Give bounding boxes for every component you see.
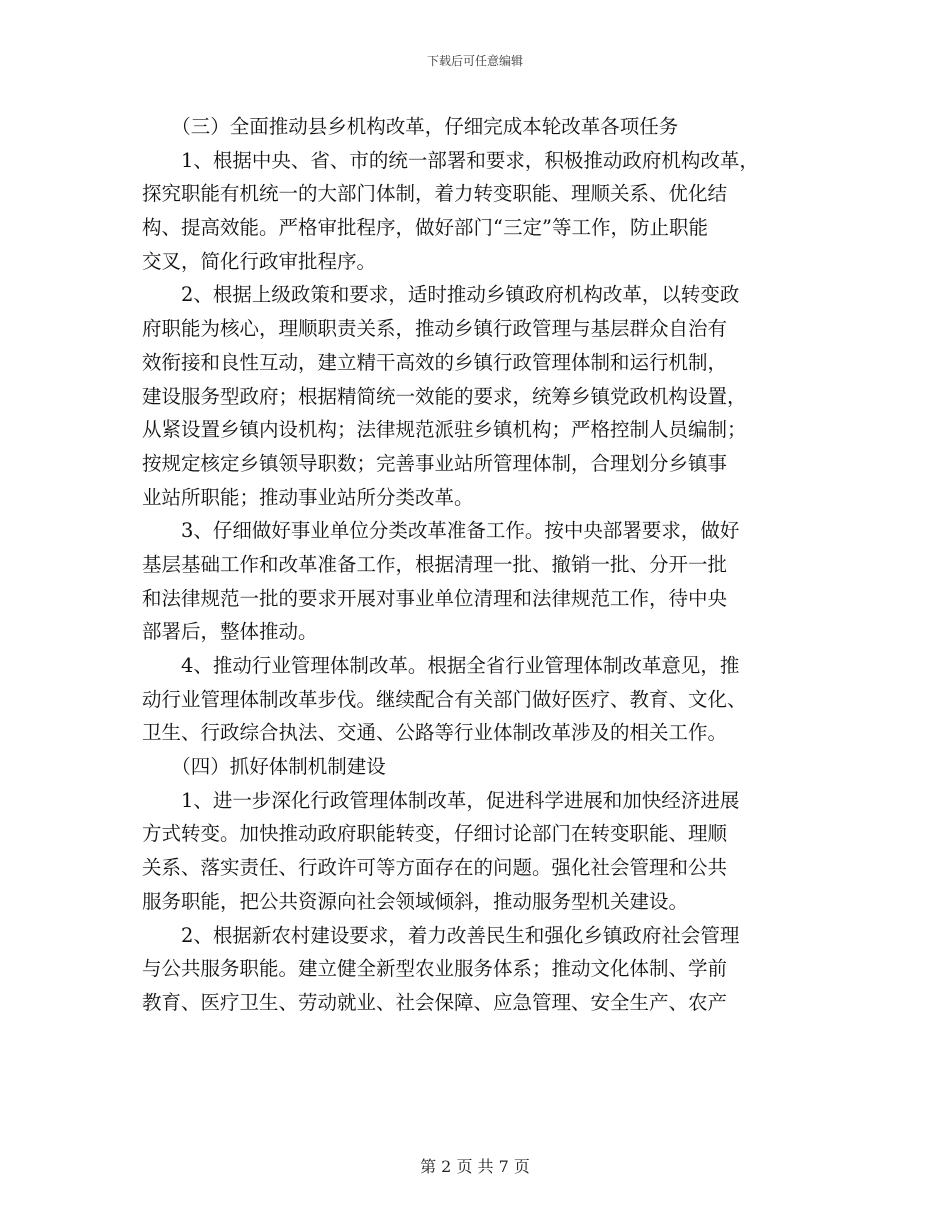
text-line: 4、推动行业管理体制改革。根据全省行业管理体制改革意见，推 xyxy=(142,654,740,677)
text-line: 3、仔细做好事业单位分类改革准备工作。按中央部署要求，做好 xyxy=(142,519,740,543)
text-line: 效衔接和良性互动，建立精干高效的乡镇行政管理体制和运行机制， xyxy=(142,350,728,374)
text-line: 卫生、行政综合执法、交通、公路等行业体制改革涉及的相关工作。 xyxy=(142,721,728,745)
text-line: 与公共服务职能。建立健全新型农业服务体系；推动文化体制、学前 xyxy=(142,957,728,981)
text-line: 动行业管理体制改革步伐。继续配合有关部门做好医疗、教育、文化、 xyxy=(142,687,747,711)
text-line: 2、根据新农村建设要求，着力改善民生和强化乡镇政府社会管理 xyxy=(142,923,740,947)
page-header: 下载后可任意编辑 xyxy=(426,54,523,68)
text-line: 教育、医疗卫生、劳动就业、社会保障、应急管理、安全生产、农产 xyxy=(142,990,728,1014)
text-line: 建设服务型政府；根据精简统一效能的要求，统筹乡镇党政机构设置， xyxy=(142,384,747,408)
text-line: 构、提高效能。严格审批程序，做好部门“三定”等工作，防止职能 xyxy=(142,216,708,240)
text-line: 方式转变。加快推动政府职能转变，仔细讨论部门在转变职能、理顺 xyxy=(142,822,728,846)
document-body xyxy=(142,110,812,1020)
text-line: 2、根据上级政策和要求，适时推动乡镇政府机构改革，以转变政 xyxy=(142,283,740,307)
text-line: （四）抓好体制机制建设 xyxy=(142,755,386,779)
text-line: 探究职能有机统一的大部门体制，着力转变职能、理顺关系、优化结 xyxy=(142,182,728,206)
text-line: 和法律规范一批的要求开展对事业单位清理和法律规范工作，待中央 xyxy=(142,586,728,610)
page-footer: 第 2 页 共 7 页 xyxy=(420,1157,530,1176)
text-line: 部署后，整体推动。 xyxy=(142,620,318,644)
text-line: 关系、落实责任、行政许可等方面存在的问题。强化社会管理和公共 xyxy=(142,856,728,880)
text-line: 业站所职能；推动事业站所分类改革。 xyxy=(142,485,474,509)
text-line: 交叉，简化行政审批程序。 xyxy=(142,249,377,273)
text-line: 基层基础工作和改革准备工作，根据清理一批、撤销一批、分开一批 xyxy=(142,552,728,576)
text-line: 从紧设置乡镇内设机构；法律规范派驻乡镇机构；严格控制人员编制； xyxy=(142,418,747,442)
text-line: 服务职能，把公共资源向社会领域倾斜，推动服务型机关建设。 xyxy=(142,889,689,913)
text-line: 府职能为核心，理顺职责关系，推动乡镇行政管理与基层群众自治有 xyxy=(142,317,728,341)
text-line: 按规定核定乡镇领导职数；完善事业站所管理体制，合理划分乡镇事 xyxy=(142,451,728,475)
text-line: 1、根据中央、省、市的统一部署和要求，积极推动政府机构改革， xyxy=(142,148,759,172)
text-line: 1、进一步深化行政管理体制改革，促进科学进展和加快经济进展 xyxy=(142,788,740,812)
text-line: （三）全面推动县乡机构改革，仔细完成本轮改革各项任务 xyxy=(142,115,679,138)
